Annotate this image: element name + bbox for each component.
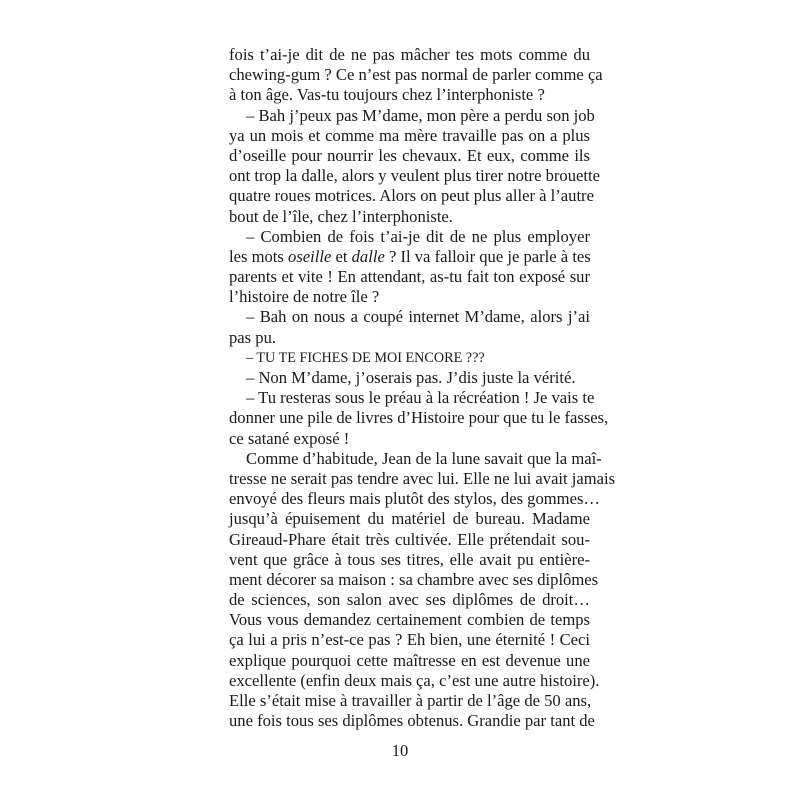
- text-line: [229, 630, 590, 650]
- text-line: [229, 509, 590, 529]
- text-segment: bout de l’île, chez l’interphoniste.: [229, 206, 453, 226]
- text-line: [229, 267, 590, 287]
- text-line: [229, 45, 590, 65]
- text-line: [229, 489, 601, 509]
- text-line: [229, 408, 609, 428]
- text-line: [229, 166, 600, 186]
- text-segment: excellente (enfin deux mais ça, c’est une autre histoire).: [229, 670, 600, 690]
- text-line: [229, 247, 590, 267]
- text-segment: – Non M’dame, j’oserais pas. J’dis juste la vérité.: [246, 368, 576, 387]
- text-segment: de sciences, son salon avec ses diplômes de droit…: [229, 590, 590, 610]
- text-segment: Vous vous demandez certainement combien de temps: [229, 610, 590, 630]
- text-segment: explique pourquoi cette maîtresse en est devenue une: [229, 650, 590, 670]
- text-line: [229, 186, 594, 206]
- text-line: [229, 448, 602, 469]
- text-segment: Elle s’était mise à travailler à partir de l’âge de 50 ans,: [229, 691, 592, 710]
- text-line: [229, 85, 590, 105]
- text-segment: ment décorer sa maison : sa chambre avec ses diplômes: [229, 569, 599, 589]
- text-line: [229, 65, 603, 85]
- text-segment: vent que grâce à tous ses titres, elle avait pu entière-: [229, 549, 590, 569]
- text-line: [229, 590, 590, 610]
- text-segment: à ton âge. Vas-tu toujours chez l’interphoniste ?: [229, 85, 545, 105]
- page-body-text: [229, 45, 616, 731]
- text-line: [229, 146, 590, 166]
- text-line: [229, 388, 595, 408]
- text-line: [229, 711, 595, 731]
- text-segment: et: [331, 246, 352, 266]
- text-segment: une fois tous ses diplômes obtenus. Grandie par tant de: [229, 711, 595, 731]
- text-segment: tresse ne serait pas tendre avec lui. Elle ne lui avait jamais: [229, 468, 616, 488]
- text-line: [229, 468, 616, 489]
- italic-word: oseille: [288, 246, 332, 266]
- page-number: 10: [391, 741, 409, 760]
- text-segment: – Bah j’peux pas M’dame, mon père a perdu son job: [246, 105, 595, 125]
- text-segment: pas pu.: [229, 327, 277, 347]
- text-segment: jusqu’à épuisement du matériel de bureau. Madame: [229, 509, 590, 529]
- text-segment: donner une pile de livres d’Histoire pour que tu le fasses,: [229, 408, 609, 428]
- text-line: [229, 368, 590, 388]
- text-segment: les mots: [229, 246, 289, 266]
- text-segment: – Tu resteras sous le préau à la récréation ! Je vais te: [246, 388, 595, 408]
- text-line: [229, 530, 590, 550]
- text-line: [229, 105, 595, 126]
- text-segment: envoyé des fleurs mais plutôt des stylos, des gommes…: [229, 489, 601, 509]
- text-segment: ? Il va falloir que je parle à tes: [384, 246, 591, 266]
- text-segment: d’oseille pour nourrir les chevaux. Et eux, comme ils: [229, 145, 590, 165]
- text-line: [229, 550, 590, 570]
- text-line: [229, 670, 600, 691]
- text-segment: l’histoire de notre île ?: [229, 287, 380, 307]
- text-segment: ya un mois et comme ma mère travaille pas on a plus: [229, 125, 590, 145]
- text-line: [229, 287, 590, 307]
- italic-word: dalle: [351, 246, 385, 266]
- text-segment: – Bah on nous a coupé internet M’dame, alors j’ai: [246, 307, 590, 327]
- text-line: [229, 610, 590, 630]
- text-segment: parents et vite ! En attendant, as-tu fait ton exposé sur: [229, 267, 590, 287]
- text-line: [229, 126, 590, 146]
- text-segment: fois t’ai-je dit de ne pas mâcher tes mots comme du: [229, 45, 590, 64]
- text-line: [229, 691, 590, 711]
- text-segment: chewing-gum ? Ce n’est pas normal de parler comme ça: [229, 65, 603, 85]
- text-line: [229, 429, 590, 449]
- text-line: [229, 348, 590, 368]
- text-segment: Comme d’habitude, Jean de la lune savait que la maî-: [246, 448, 602, 468]
- text-segment: ce satané exposé !: [229, 428, 350, 448]
- text-segment: – Combien de fois t’ai-je dit de ne plus employer: [246, 226, 590, 246]
- text-line: [229, 207, 590, 227]
- text-segment: ça lui a pris n’est-ce pas ? Eh bien, une éternité ! Ceci: [229, 630, 590, 650]
- text-line: [229, 651, 590, 671]
- text-segment: – TU TE FICHES DE MOI ENCORE ???: [246, 349, 485, 366]
- text-line: [229, 227, 590, 247]
- text-segment: quatre roues motrices. Alors on peut plus aller à l’autre: [229, 186, 594, 206]
- text-line: [229, 307, 590, 327]
- text-segment: Gireaud-Phare était très cultivée. Elle prétendait sou-: [229, 529, 590, 549]
- text-line: [229, 328, 590, 348]
- text-segment: ont trop la dalle, alors y veulent plus tirer notre brouette: [229, 166, 600, 186]
- text-line: [229, 569, 599, 590]
